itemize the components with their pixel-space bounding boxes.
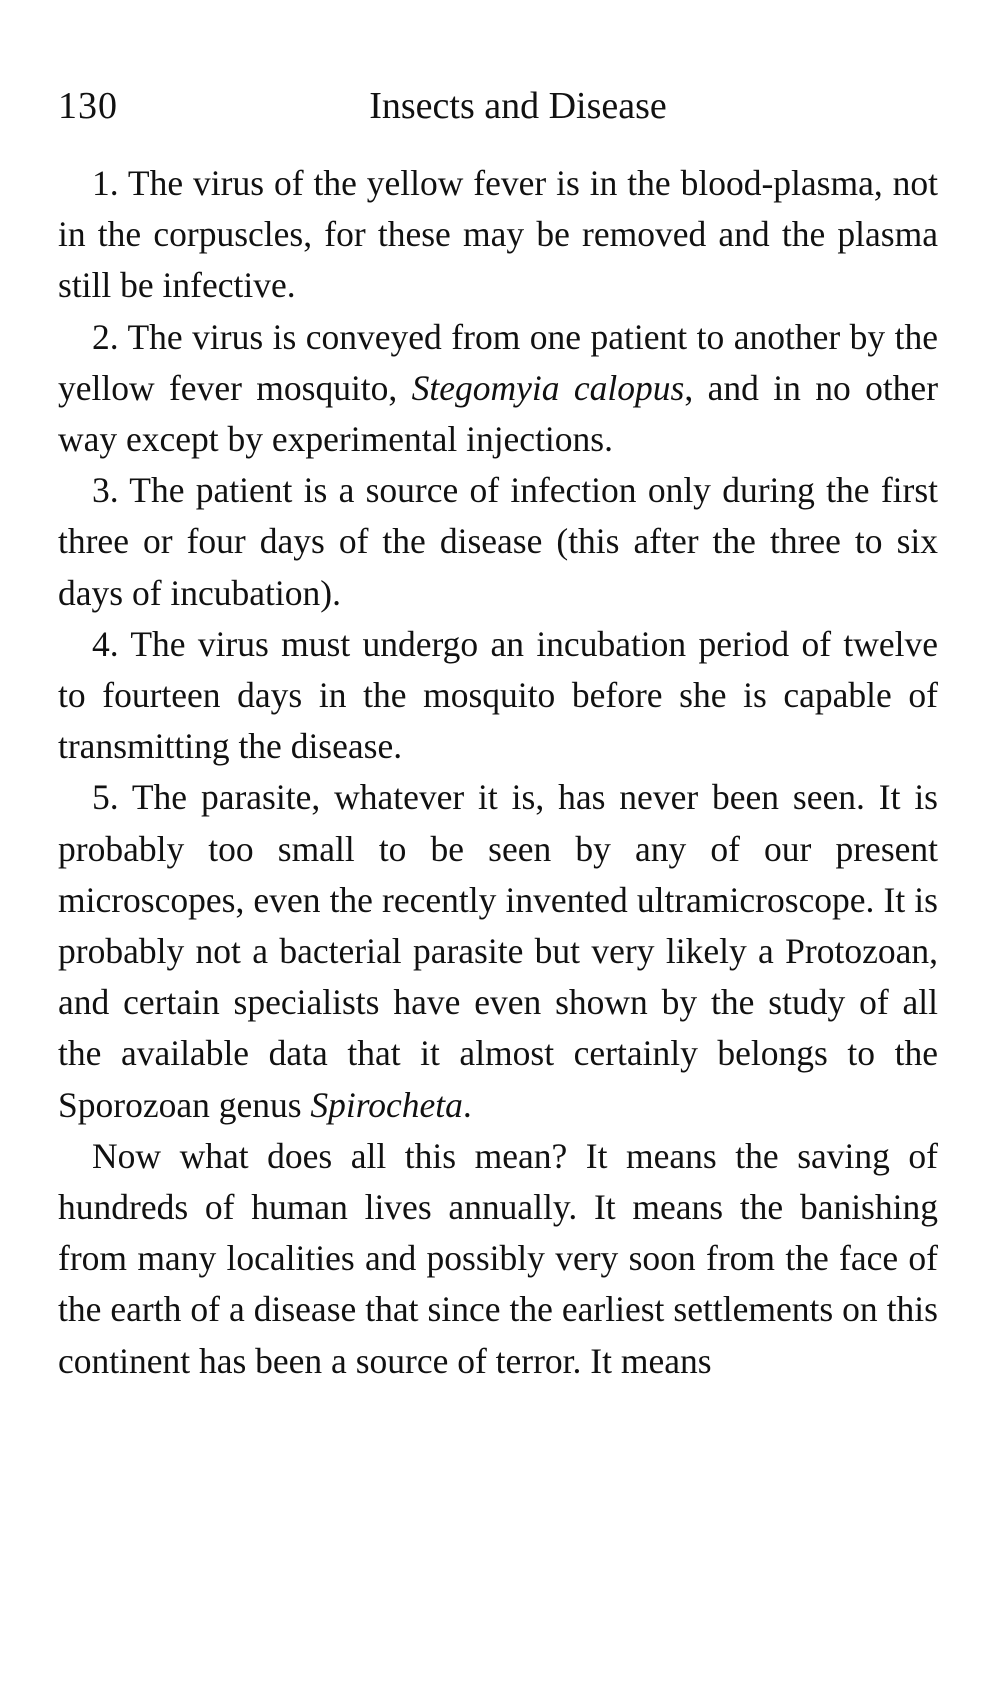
paragraph-text: The parasite, whatever it is, has never been seen. It is probably too small to be seen by any of our present microscopes, even the recently invented ultramicroscope. It is probably not a bacterial parasite but very likely a Protozoan, and certain specialists have even shown by the study of all the available data that it almost certainly belongs to the Sporozoan genus <box>58 777 939 1125</box>
paragraph-1 <box>58 158 938 312</box>
paragraph-3 <box>58 465 938 619</box>
genus-name: Spirocheta <box>310 1084 463 1125</box>
running-head <box>58 76 938 136</box>
species-name: Stegomyia calopus <box>411 367 685 408</box>
paragraph-text: The virus must undergo an incubation period of twelve to fourteen days in the mosquito before she is capable of transmitting the disease. <box>58 623 939 767</box>
paragraph-5 <box>58 772 938 1130</box>
item-number: 1. <box>92 163 119 203</box>
paragraph-text: The virus of the yellow fever is in the blood-plasma, not in the corpuscles, for these may be removed and the plasma still be infective. <box>58 163 938 306</box>
running-title: Insects and Disease <box>369 85 667 127</box>
item-number: 4. <box>92 623 119 664</box>
item-number: 3. <box>92 470 119 511</box>
paragraph-6 <box>58 1131 938 1387</box>
paragraph-text-continued: , and in no other way except by experimental injections. <box>58 367 939 460</box>
paragraph-text: The patient is a source of infection only during the first three or four days of the disease (this after the three to six days of incubation). <box>58 470 938 613</box>
item-number: 2. <box>92 316 119 357</box>
page-number: 130 <box>58 85 118 127</box>
paragraph-4 <box>58 619 938 773</box>
paragraph-2 <box>58 312 938 466</box>
paragraph-text-continued: . <box>462 1084 472 1125</box>
paragraph-text: Now what does all this mean? It means the saving of hundreds of human lives annually. It means the banishing from many localities and possibly very soon from the face of the earth of a disease that since the earliest settlements on this continent has been a source of terror. It means <box>58 1135 938 1381</box>
body-text <box>58 158 938 1387</box>
item-number: 5. <box>92 777 119 818</box>
paragraph-text: The virus is conveyed from one patient to another by the yellow fever mosquito, <box>58 316 938 408</box>
